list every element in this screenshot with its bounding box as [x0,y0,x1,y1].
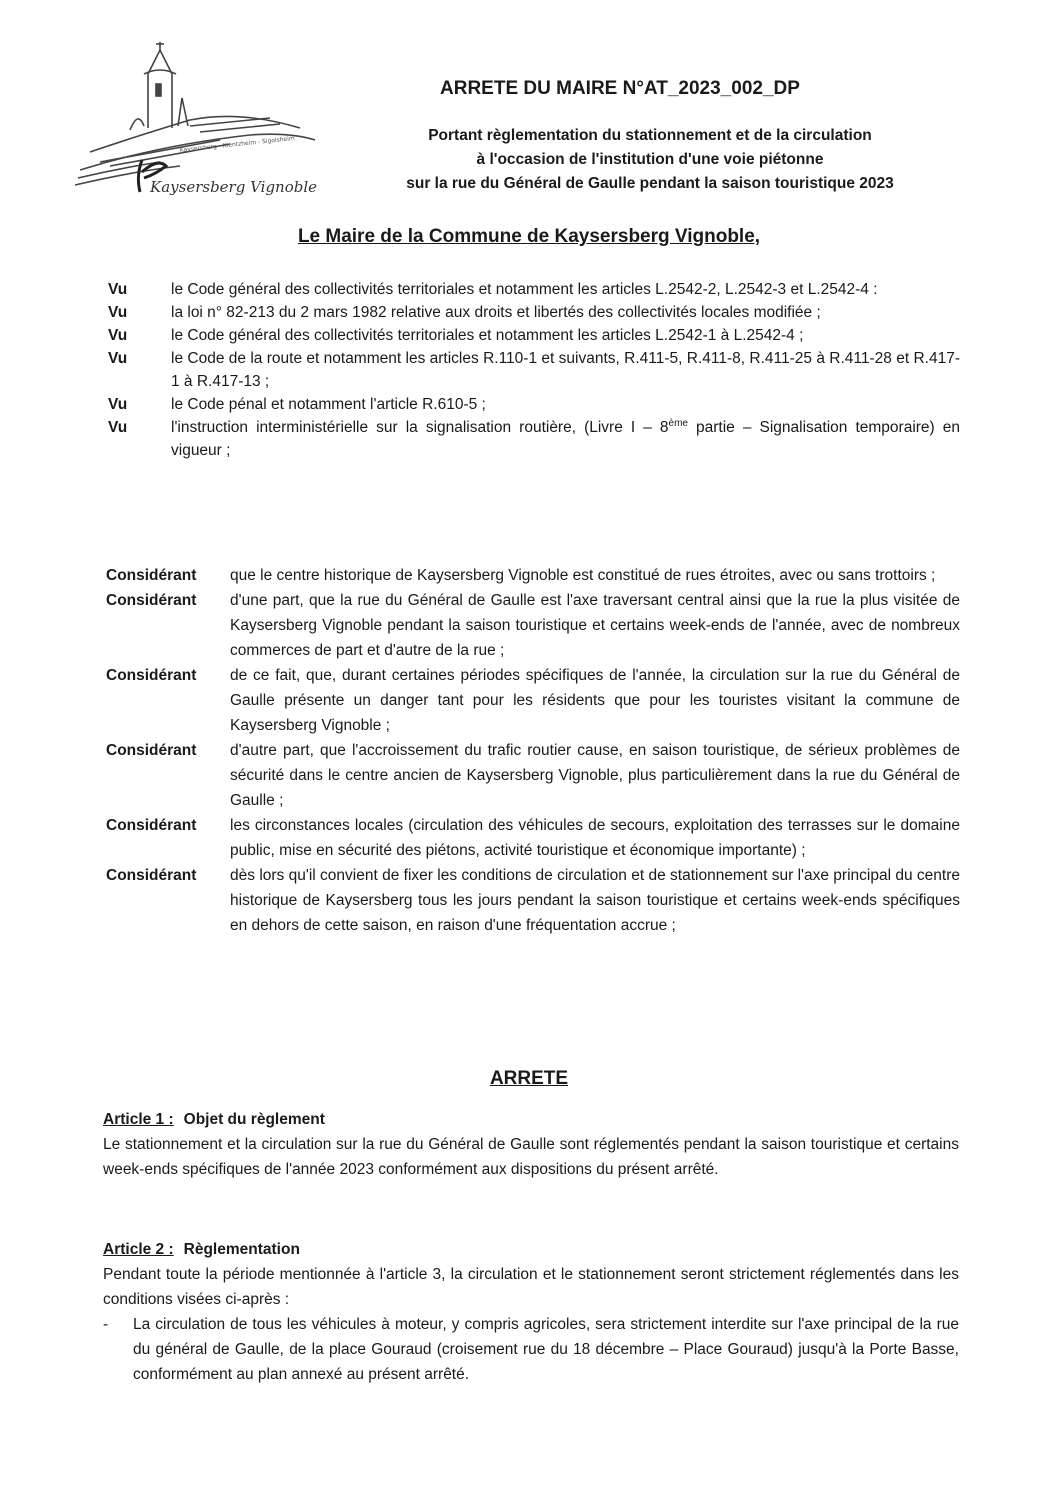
considerant-text: les circonstances locales (circulation des véhicules de secours, exploitation des terrasses sur le domaine public, mise en sécurité des piétons, activité touristique et économique importante) ; [230,817,960,859]
logo-small-text: Kaysersberg - Kientzheim - Sigolsheim [179,134,296,154]
arrete-heading: ARRETE [489,1068,569,1089]
considerant-item [106,863,960,938]
considerant-text: de ce fait, que, durant certaines périodes spécifiques de l'année, la circulation sur la rue du Général de Gaulle présente un danger tant pour les résidents que pour les touristes visitant la commune de Kaysersberg Vignoble ; [230,667,960,734]
considerant-item [106,588,960,663]
vu-item [108,393,960,416]
vu-text: la loi n° 82-213 du 2 mars 1982 relative aux droits et libertés des collectivités locales modifiée ; [171,304,821,321]
subtitle-line: sur la rue du Général de Gaulle pendant la saison touristique 2023 [406,175,894,192]
considerant-item [106,813,960,863]
vu-label: Vu [108,304,128,321]
considerant-item [106,563,960,588]
vu-text-part: partie – Signalisation temporaire) en vigueur ; [171,419,960,459]
considerant-label: Considérant [106,592,197,609]
vu-label: Vu [108,396,128,413]
vu-text: le Code général des collectivités territoriales et notamment les articles L.2542-1 à L.2542-4 ; [171,327,804,344]
vu-text: le Code de la route et notamment les articles R.110-1 et suivants, R.411-5, R.411-8, R.411-25 à R.411-28 et R.417-1 à R.417-13 ; [171,350,960,390]
vu-label: Vu [108,281,128,298]
vu-text: le Code pénal et notamment l'article R.610-5 ; [171,396,486,413]
considerant-text: d'autre part, que l'accroissement du trafic routier cause, en saison touristique, de sérieux problèmes de sécurité dans le centre ancien de Kaysersberg Vignoble, plus particulièrement dans la rue du Général de Gaulle ; [230,742,960,809]
considerant-item [106,738,960,813]
article-heading [103,1237,959,1262]
article-heading [103,1107,959,1132]
article-label: Article 2 : [103,1241,174,1258]
article-title: Règlementation [183,1241,300,1258]
vu-item [108,416,960,462]
bullet-mark: - [103,1316,109,1333]
decree-subtitle [350,124,950,196]
considerant-label: Considérant [106,742,197,759]
considerant-text: dès lors qu'il convient de fixer les conditions de circulation et de stationnement sur l'axe principal du centre historique de Kaysersberg tous les jours pendant la saison touristique et certains week-ends spécifiques en dehors de cette saison, en raison d'une fréquentation accrue ; [230,867,960,934]
vu-label: Vu [108,419,128,436]
mayor-heading: Le Maire de la Commune de Kaysersberg Vignoble, [297,226,761,247]
vu-item [108,347,960,393]
list-item [103,1312,959,1387]
superscript: ème [668,417,688,429]
article-1 [103,1107,959,1182]
subtitle-line: à l'occasion de l'institution d'une voie piétonne [476,151,824,168]
vu-text-part: l'instruction interministérielle sur la signalisation routière, (Livre I – 8 [171,419,669,436]
considerant-label: Considérant [106,667,197,684]
vu-list [108,278,960,462]
subtitle-line: Portant règlementation du stationnement et de la circulation [428,127,872,144]
commune-logo [70,40,320,200]
vu-label: Vu [108,350,128,367]
considerant-item [106,663,960,738]
decree-title: ARRETE DU MAIRE N°AT_2023_002_DP [440,78,800,99]
logo-wordmark: Kaysersberg Vignoble [150,178,318,196]
considerant-label: Considérant [106,867,197,884]
vu-text: le Code général des collectivités territoriales et notamment les articles L.2542-2, L.2542-3 et L.2542-4 : [171,281,878,298]
vu-item [108,324,960,347]
article-label: Article 1 : [103,1111,174,1128]
considerant-label: Considérant [106,567,197,584]
article-body: Le stationnement et la circulation sur la rue du Général de Gaulle sont réglementés pendant la saison touristique et certains week-ends spécifiques de l'année 2023 conformément aux dispositions du présent arrêté. [103,1136,959,1178]
vu-text [171,416,960,462]
vu-label: Vu [108,327,128,344]
considerant-label: Considérant [106,817,197,834]
considerant-text: d'une part, que la rue du Général de Gaulle est l'axe traversant central ainsi que la rue la plus visitée de Kaysersberg Vignoble pendant la saison touristique et certains week-ends de l'année, avec de nombreux commerces de part et d'autre de la rue ; [230,592,960,659]
vu-item [108,278,960,301]
article-body: Pendant toute la période mentionnée à l'article 3, la circulation et le stationnement seront strictement réglementés dans les conditions visées ci-après : [103,1266,959,1308]
bullet-text: La circulation de tous les véhicules à moteur, y compris agricoles, sera strictement interdite sur l'axe principal de la rue du général de Gaulle, de la place Gouraud (croisement rue du 18 décembre – Place Gouraud) jusqu'à la Porte Basse, conformément au plan annexé au présent arrêté. [133,1316,959,1383]
considerant-text: que le centre historique de Kaysersberg Vignoble est constitué de rues étroites, avec ou sans trottoirs ; [230,567,936,584]
considerant-list [106,563,960,938]
vu-item [108,301,960,324]
article-title: Objet du règlement [183,1111,325,1128]
article-2 [103,1237,959,1387]
